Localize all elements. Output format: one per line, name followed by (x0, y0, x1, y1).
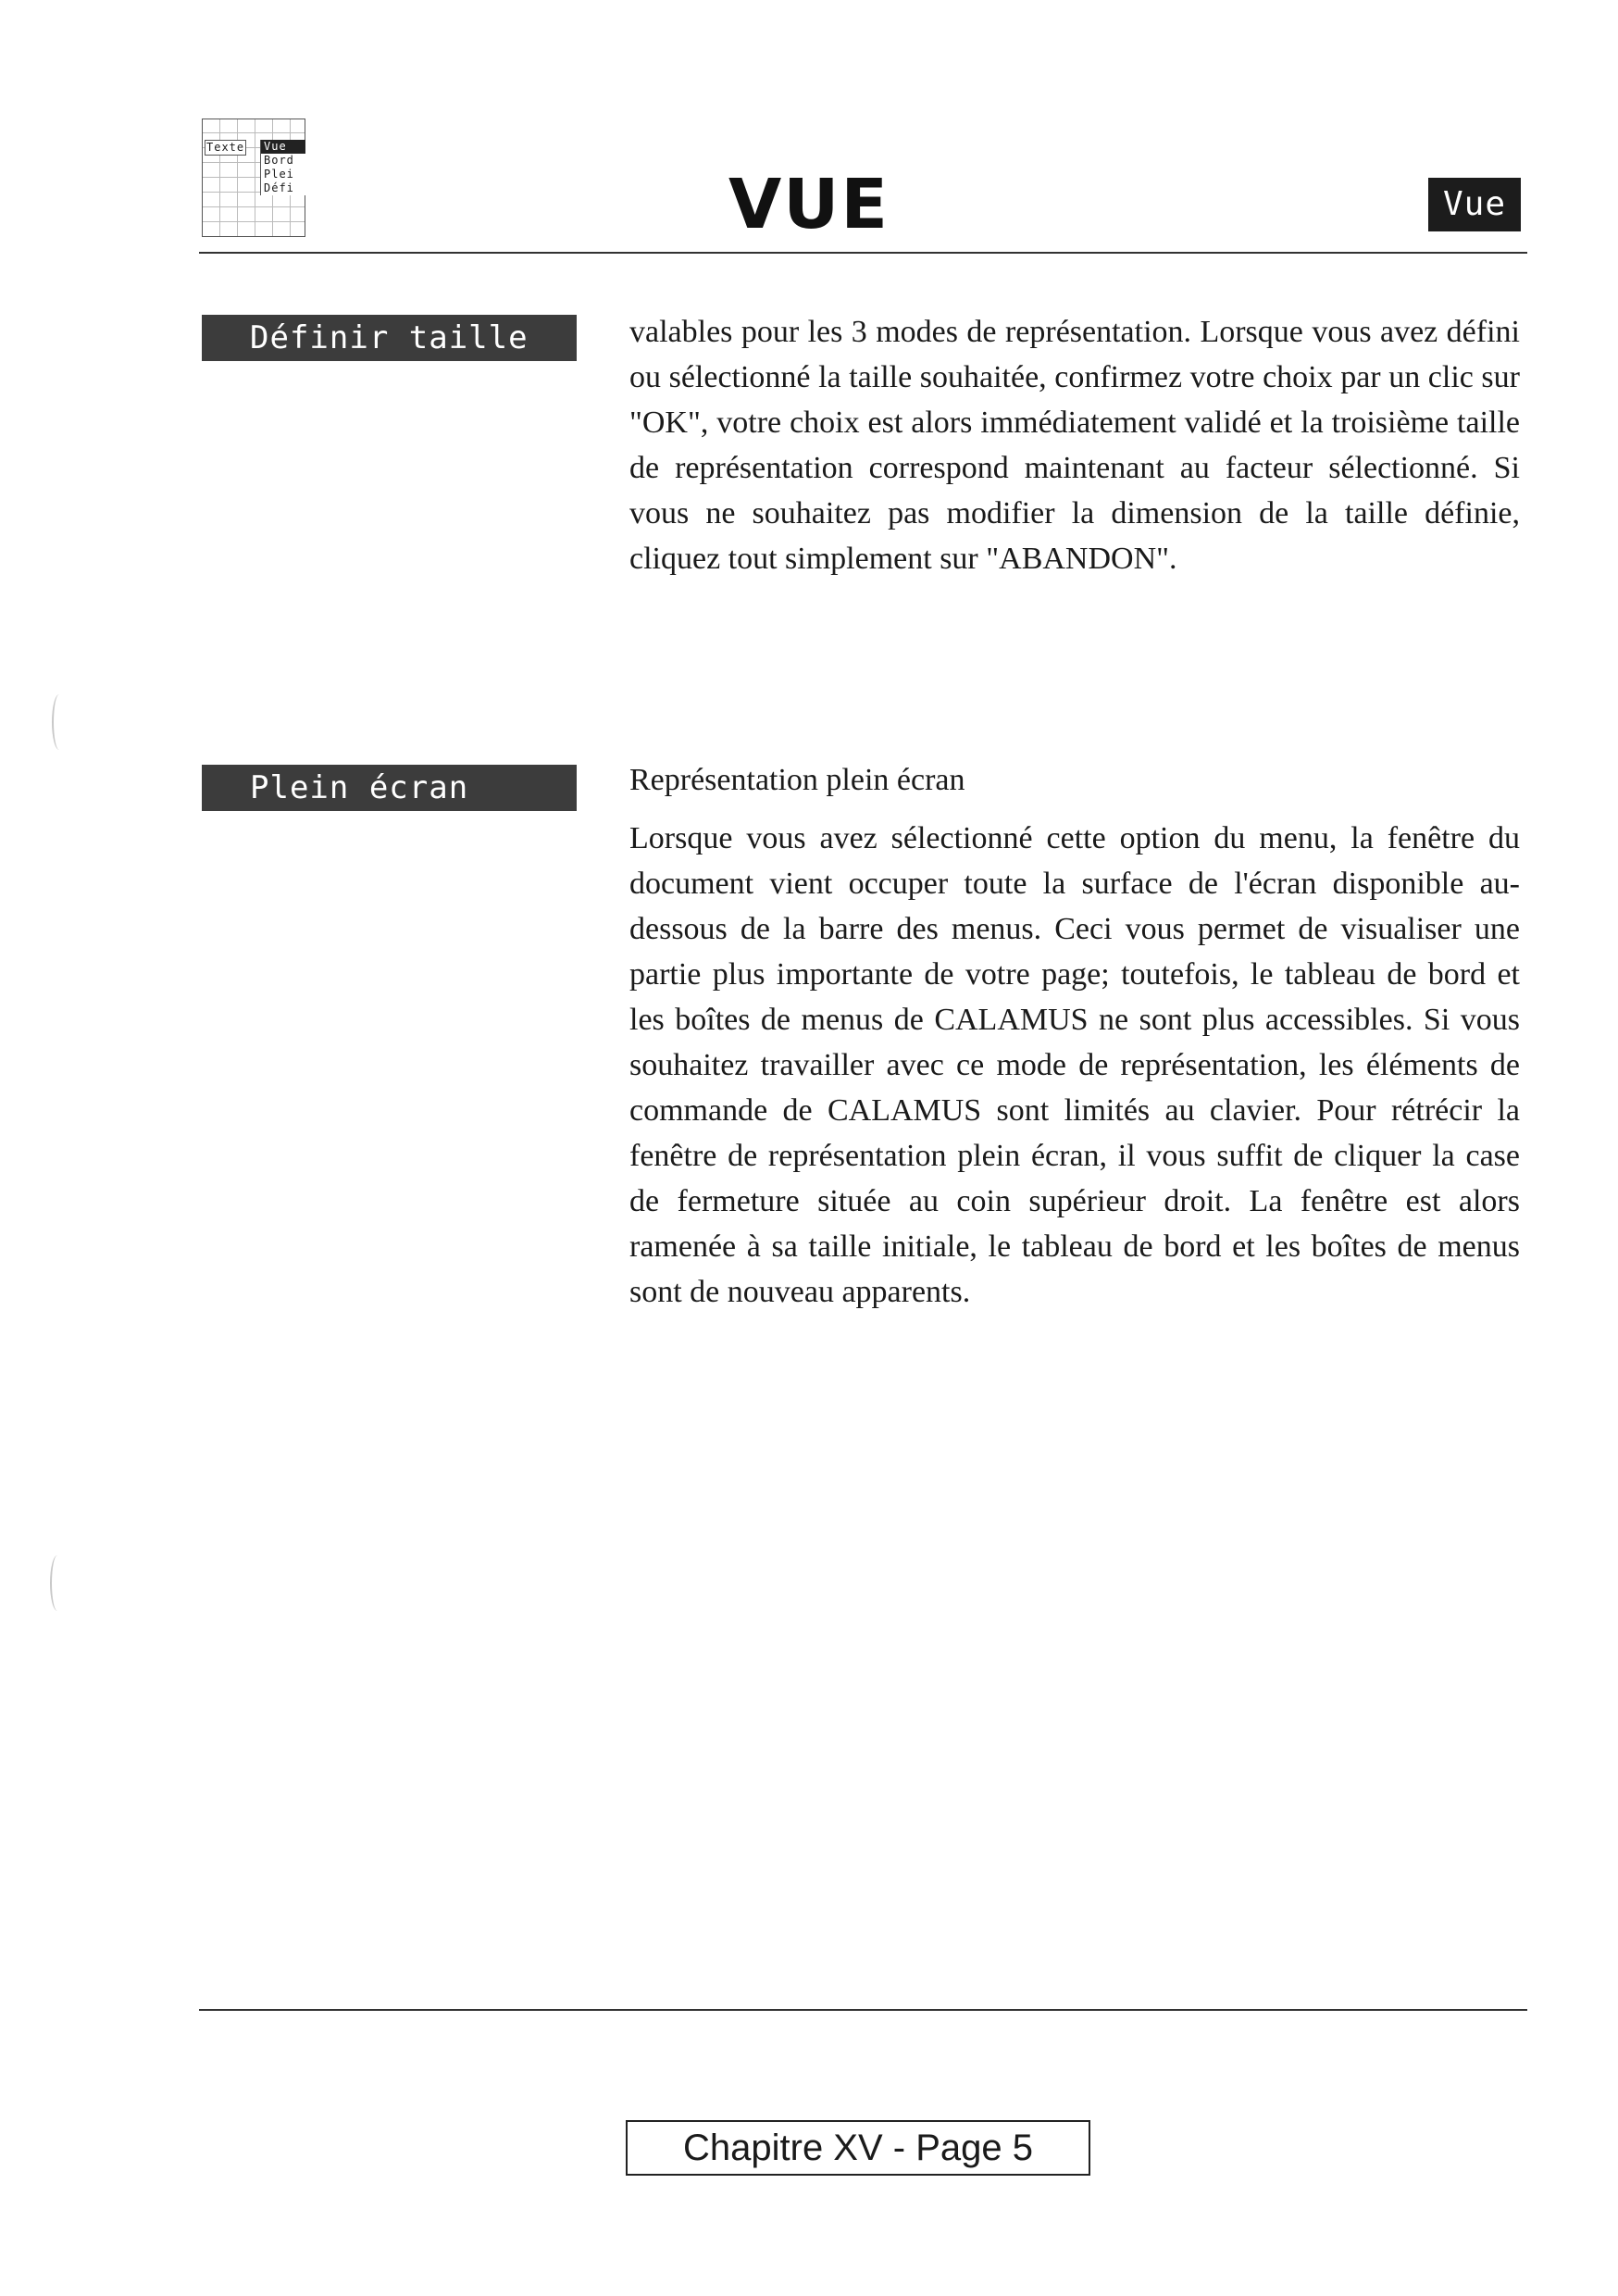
footer-divider (199, 2009, 1527, 2011)
menu-thumbnail-texte: Texte (206, 141, 245, 154)
menu-thumbnail-item: Défi (264, 181, 294, 194)
menu-thumbnail-item: Plei (264, 168, 294, 181)
section-subtitle: Représentation plein écran (629, 763, 965, 797)
section-body-plein-ecran (629, 757, 1520, 1315)
page-title: VUE (728, 165, 890, 244)
section-label-plein-ecran: Plein écran (202, 765, 577, 811)
page-number-box: Chapitre XV - Page 5 (626, 2120, 1090, 2176)
header-divider (199, 252, 1527, 254)
menu-thumbnail-item: Vue (261, 140, 305, 154)
section-label-definir-taille: Définir taille (202, 315, 577, 361)
menu-thumbnail-item: Bord (264, 154, 294, 167)
chapter-badge: Vue (1428, 178, 1521, 231)
scan-artifact (50, 1555, 65, 1611)
paragraph: Lorsque vous avez sélectionné cette option du menu, la fenêtre du document vient occuper toute la surface de l'écran disponible au-dessous de la barre des menus. Ceci vous permet de visualiser une partie plus importante de votre page; toutefois, le tableau de bord et les boîtes de menus de CALAMUS ne sont plus accessibles. Si vous souhaitez travailler avec ce mode de représentation, les éléments de commande de CALAMUS sont limités au clavier. Pour rétrécir la fenêtre de représentation plein écran, il vous suffit de cliquer la case de fermeture située au coin supérieur droit. La fenêtre est alors ramenée à sa taille initiale, le tableau de bord et les boîtes de menus sont de nouveau apparents. (629, 821, 1520, 1309)
section-body-definir-taille (629, 309, 1520, 581)
paragraph: valables pour les 3 modes de représentation. Lorsque vous avez défini ou sélectionné la taille souhaitée, confirmez votre choix par un clic sur "OK", votre choix est alors immédiatement validé et la troisième taille de représentation correspond maintenant au facteur sélectionné. Si vous ne souhaitez pas modifier la dimension de la taille définie, cliquez tout simplement sur "ABANDON". (629, 315, 1520, 576)
scan-artifact (52, 694, 67, 750)
